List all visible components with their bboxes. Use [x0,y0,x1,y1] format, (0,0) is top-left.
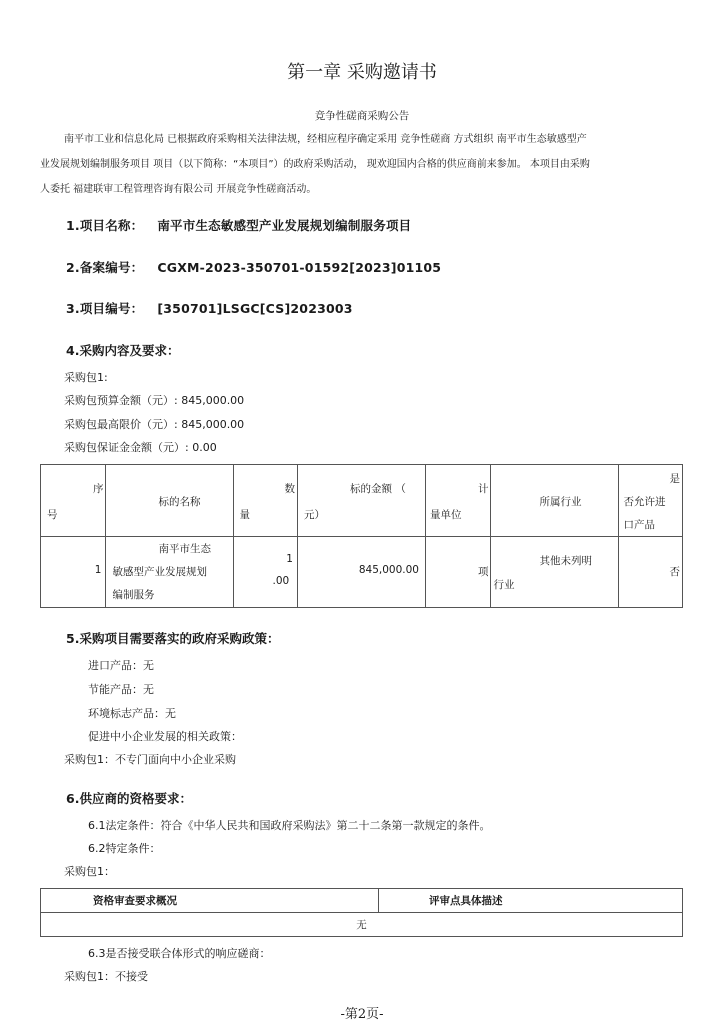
qualification-legal: 6.1法定条件：符合《中华人民共和国政府采购法》第二十二条第一款规定的条件。 [88,819,491,832]
record-number-label: 2.备案编号： [66,260,144,275]
header-quantity: 数 量 [234,465,298,537]
intro-line-1: 南平市工业和信息化局 已根据政府采购相关法律法规，经相应程序确定采用 竞争性磋商 方式组织 南平市生态敏感型产 [64,134,587,145]
cell-amount: 845,000.00 [297,537,425,608]
project-name-label: 1.项目名称： [66,218,144,233]
qualification-specific: 6.2特定条件： [88,842,161,855]
intro-line-3: 人委托 福建联审工程管理咨询有限公司 开展竞争性磋商活动。 [40,184,317,195]
qualification-table-header [41,889,683,913]
policy-energy: 节能产品：无 [88,683,154,696]
section4-max-price: 采购包最高限价（元）: 845,000.00 [64,418,245,431]
section4-heading: 4.采购内容及要求： [66,343,180,358]
cell-industry: 其他未列明 行业 [491,537,619,608]
section5-heading: 5.采购项目需要落实的政府采购政策： [66,631,280,646]
header-import-allowed: 是 否允许进 口产品 [619,465,683,537]
header-unit: 计 量单位 [425,465,490,537]
cell-import-allowed: 否 [619,537,683,608]
cell-unit: 项 [425,537,490,608]
intro-line-2: 业发展规划编制服务项目 项目（以下简称：“本项目”）的政府采购活动， 现欢迎国内合格的供应商前来参加。 本项目由采购 [40,159,590,170]
record-number-line [66,258,441,276]
table-row [41,537,683,608]
project-number-label: 3.项目编号： [66,301,144,316]
header-amount: 标的金额 （ 元） [297,465,425,537]
header-industry: 所属行业 [491,465,619,537]
section4-deposit: 采购包保证金金额（元）: 0.00 [64,441,217,454]
qual-header-summary: 资格审查要求概况 [41,889,379,913]
section4-package: 采购包1: [64,371,108,384]
policy-env: 环境标志产品：无 [88,707,176,720]
chapter-title: 第一章 采购邀请书 [287,62,437,83]
project-name-value: 南平市生态敏感型产业发展规划编制服务项目 [157,218,412,233]
cell-seq: 1 [41,537,106,608]
table-row [41,913,683,937]
section4-budget: 采购包预算金额（元）: 845,000.00 [64,394,245,407]
header-seq: 序 号 [41,465,106,537]
project-number-line [66,299,353,317]
policy-sme: 促进中小企业发展的相关政策： [88,730,242,743]
consortium-question: 6.3是否接受联合体形式的响应磋商： [88,947,271,960]
page-number: -第2页- [340,1007,384,1022]
qual-header-description: 评审点具体描述 [379,889,683,913]
project-number-value: [350701]LSGC[CS]2023003 [157,301,353,316]
cell-quantity: 1 .00 [234,537,298,608]
consortium-package: 采购包1：不接受 [64,970,148,983]
qual-row-value: 无 [41,913,683,937]
announcement-subtitle: 竞争性磋商采购公告 [314,110,410,122]
qualification-table [40,888,683,937]
policy-import: 进口产品：无 [88,659,154,672]
qualification-package: 采购包1： [64,865,115,878]
policy-package-sme: 采购包1：不专门面向中小企业采购 [64,753,236,766]
record-number-value: CGXM-2023-350701-01592[2023]01105 [157,260,442,275]
header-item-name: 标的名称 [106,465,234,537]
section6-heading: 6.供应商的资格要求： [66,791,192,806]
cell-item-name: 南平市生态 敏感型产业发展规划 编制服务 [106,537,234,608]
project-name-line [66,216,411,234]
procurement-table [40,464,683,608]
procurement-table-header [41,465,683,537]
